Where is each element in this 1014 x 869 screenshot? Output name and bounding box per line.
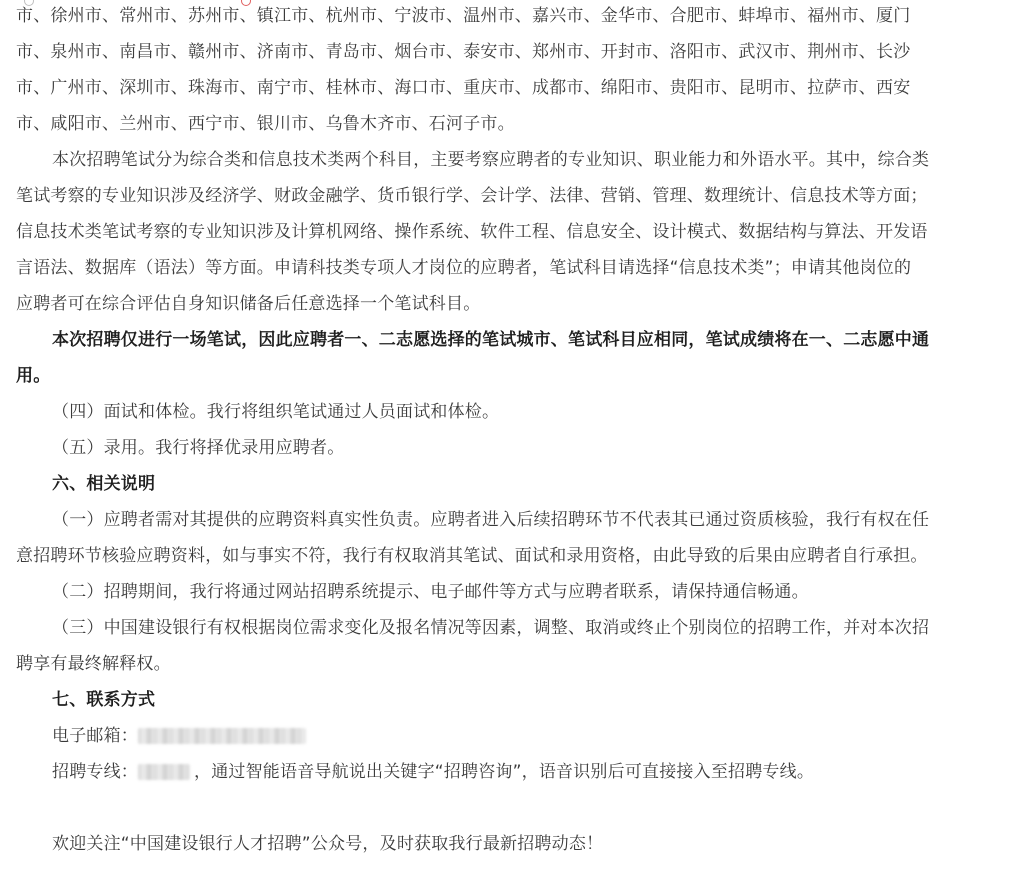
phone-label: 招聘专线： xyxy=(52,762,138,782)
section-heading: 六、相关说明 xyxy=(52,474,156,494)
paragraph-line: 市、泉州市、南昌市、赣州市、济南市、青岛市、烟台市、泰安市、郑州市、开封市、洛阳市、武汉市、荆州市、长沙 xyxy=(16,42,911,62)
paragraph-line: （一）应聘者需对其提供的应聘资料真实性负责。应聘者进入后续招聘环节不代表其已通过资质核验，我行有权在任 xyxy=(52,510,930,530)
paragraph-line: 市、咸阳市、兰州市、西宁市、银川市、乌鲁木齐市、石河子市。 xyxy=(16,114,515,134)
paragraph-line: 信息技术类笔试考察的专业知识涉及计算机网络、操作系统、软件工程、信息安全、设计模式、数据结构与算法、开发语 xyxy=(16,222,928,242)
closing-line: 欢迎关注“中国建设银行人才招聘”公众号，及时获取我行最新招聘动态！ xyxy=(52,834,604,854)
paragraph-line: 意招聘环节核验应聘资料，如与事实不符，我行有权取消其笔试、面试和录用资格，由此导致的后果由应聘者自行承担。 xyxy=(16,546,928,566)
paragraph-line: （五）录用。我行将择优录用应聘者。 xyxy=(52,438,345,458)
redacted-email xyxy=(138,728,306,744)
phone-line xyxy=(52,762,814,782)
paragraph-line: （四）面试和体检。我行将组织笔试通过人员面试和体检。 xyxy=(52,402,500,422)
paragraph-line: 聘享有最终解释权。 xyxy=(16,654,171,674)
paragraph-line: （二）招聘期间，我行将通过网站招聘系统提示、电子邮件等方式与应聘者联系，请保持通信畅通。 xyxy=(52,582,809,602)
paragraph-line: （三）中国建设银行有权根据岗位需求变化及报名情况等因素，调整、取消或终止个别岗位的招聘工作，并对本次招 xyxy=(52,618,930,638)
paragraph-line: 本次招聘笔试分为综合类和信息技术类两个科目，主要考察应聘者的专业知识、职业能力和外语水平。其中，综合类 xyxy=(52,150,930,170)
paragraph-line: 应聘者可在综合评估自身知识储备后任意选择一个笔试科目。 xyxy=(16,294,481,314)
bold-paragraph-line: 用。 xyxy=(16,366,51,386)
bold-paragraph-line: 本次招聘仅进行一场笔试，因此应聘者一、二志愿选择的笔试城市、笔试科目应相同，笔试成绩将在一、二志愿中通 xyxy=(52,330,930,350)
paragraph-line: 笔试考察的专业知识涉及经济学、财政金融学、货币银行学、会计学、法律、营销、管理、数理统计、信息技术等方面； xyxy=(16,186,928,206)
paragraph-line: 言语法、数据库（语法）等方面。申请科技类专项人才岗位的应聘者，笔试科目请选择“信息技术类”；申请其他岗位的 xyxy=(16,258,912,278)
paragraph-line: 市、徐州市、常州市、苏州市、镇江市、杭州市、宁波市、温州市、嘉兴市、金华市、合肥市、蚌埠市、福州市、厦门 xyxy=(16,6,911,26)
phone-suffix: ，通过智能语音导航说出关键字“招聘咨询”，语音识别后可直接接入至招聘专线。 xyxy=(194,762,815,782)
cropped-top-toolbar xyxy=(24,0,254,4)
paragraph-line: 市、广州市、深圳市、珠海市、南宁市、桂林市、海口市、重庆市、成都市、绵阳市、贵阳市、昆明市、拉萨市、西安 xyxy=(16,78,911,98)
section-heading: 七、联系方式 xyxy=(52,690,156,710)
redacted-phone xyxy=(138,764,190,780)
email-label: 电子邮箱： xyxy=(52,726,138,746)
email-line xyxy=(52,726,306,746)
